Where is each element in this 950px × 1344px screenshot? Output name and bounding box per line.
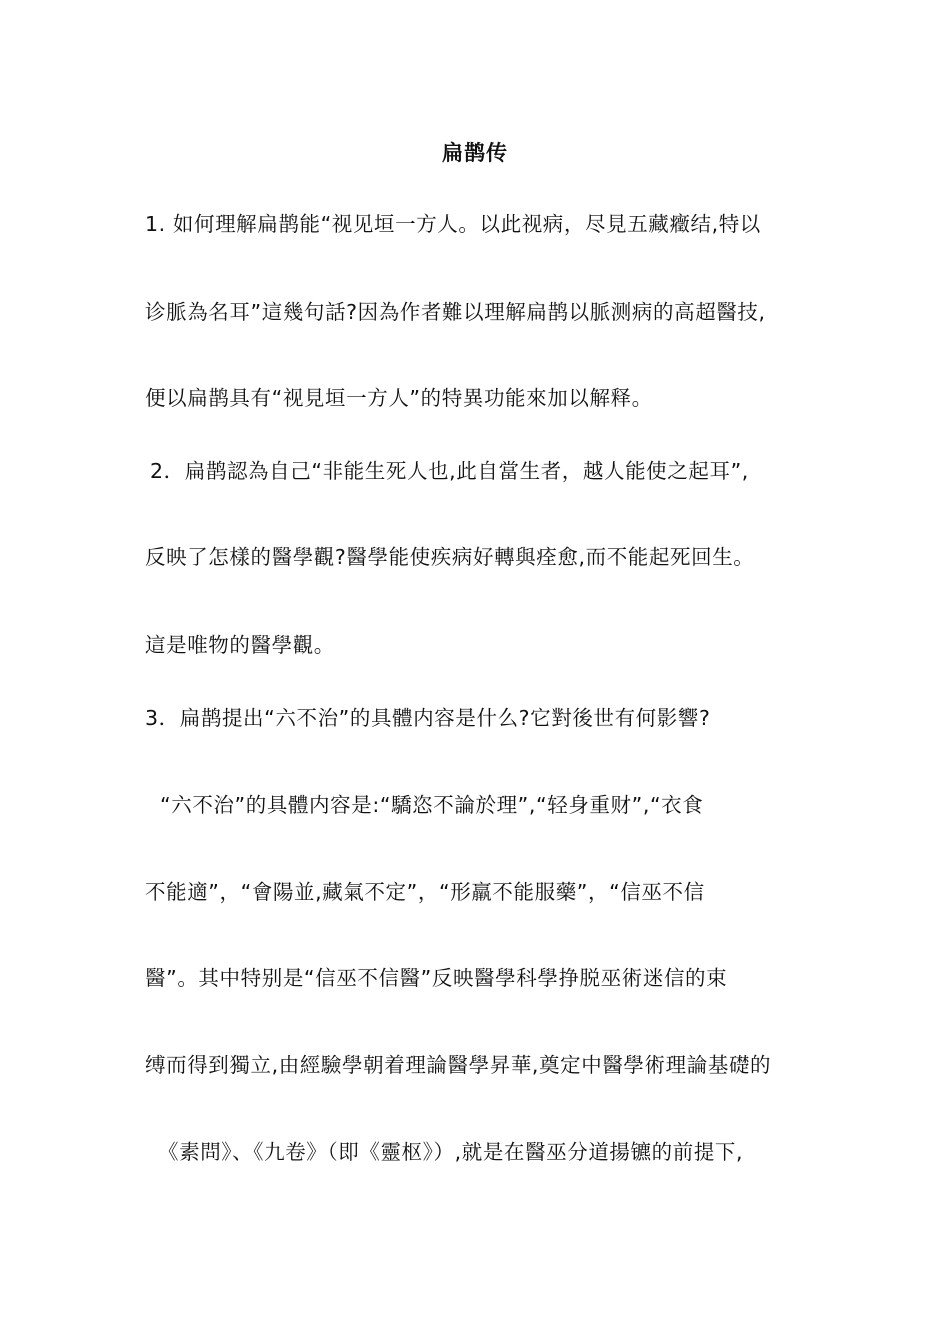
text-line: 這是唯物的醫學觀。	[145, 633, 335, 657]
text-line: 反映了怎樣的醫學觀?醫學能使疾病好轉與痊愈,而不能起死回生。	[145, 545, 755, 569]
text-line: 便以扁鹊具有“视見垣一方人”的特異功能來加以解释。	[145, 386, 653, 410]
text-line: 2．扁鹊認為自己“非能生死人也,此自當生者，越人能使之起耳”,	[150, 459, 749, 483]
text-line: 1. 如何理解扁鹊能“视见垣一方人。以此视病，尽見五藏癥结,特以	[145, 212, 761, 236]
text-line: 《素問》、《九卷》（即《靈枢》）,就是在醫巫分道揚镳的前提下,	[158, 1140, 744, 1164]
text-line: 不能適”，“會陽並,藏氣不定”，“形羸不能服藥”，“信巫不信	[145, 880, 705, 904]
text-line: 3．扁鹊提出“六不治”的具體内容是什么?它對後世有何影響?	[145, 706, 711, 730]
document-title: 扁鹊传	[442, 141, 508, 165]
text-line: 醫”。其中特别是“信巫不信醫”反映醫學科學挣脱巫術迷信的束	[145, 966, 728, 990]
text-line: 诊脈為名耳”這幾句話?因為作者難以理解扁鹊以脈测病的高超醫技,	[145, 300, 766, 324]
text-line: 缚而得到獨立,由經驗學朝着理論醫學昇華,奠定中醫學術理論基礎的	[145, 1053, 772, 1077]
text-line: “六不治”的具體内容是:“驕恣不論於理”,“轻身重财”,“衣食	[160, 793, 704, 817]
